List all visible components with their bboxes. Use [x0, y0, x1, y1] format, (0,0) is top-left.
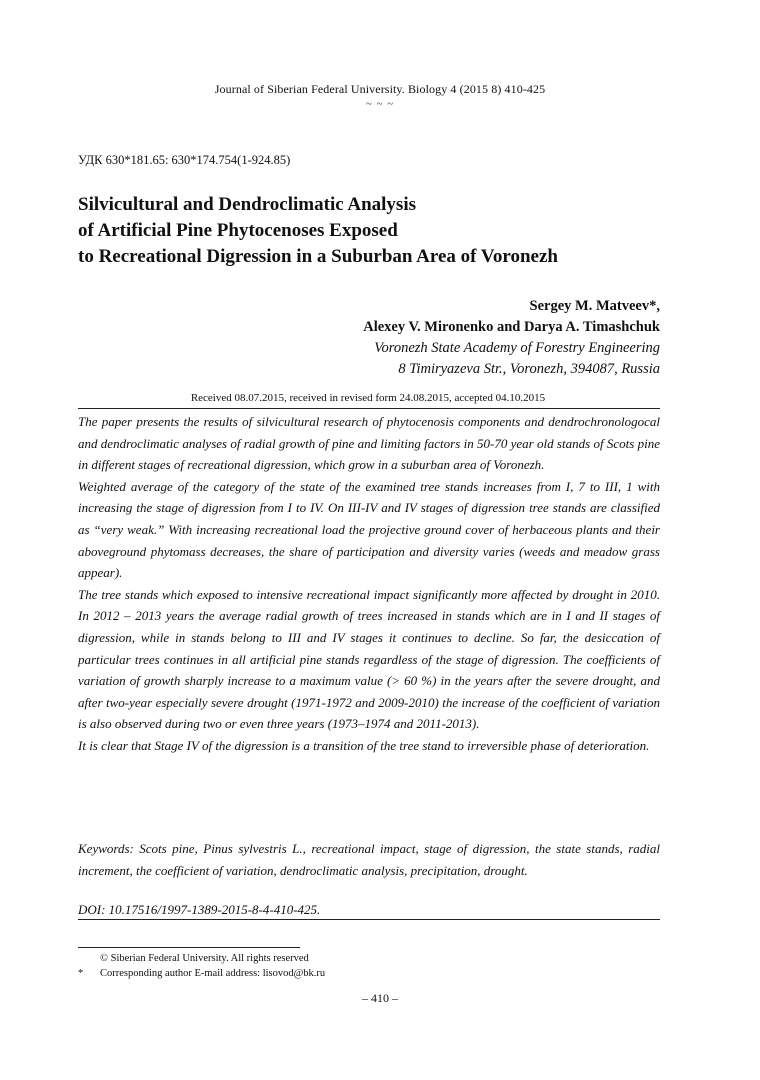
footnote-rule	[78, 947, 300, 948]
title-line-2: of Artificial Pine Phytocenoses Exposed	[78, 220, 398, 241]
title-line-3: to Recreational Digression in a Suburban Area of Voronezh	[78, 246, 558, 267]
footnote-corresponding-text: Corresponding author E-mail address: lisovod@bk.ru	[100, 968, 326, 979]
affiliation: Voronezh State Academy of Forestry Engineering	[374, 340, 660, 356]
abstract-top-rule	[78, 408, 660, 409]
footnote-copyright-text: © Siberian Federal University. All rights reserved	[100, 953, 309, 964]
paper-title	[78, 192, 678, 270]
abstract-paragraph-4: It is clear that Stage IV of the digression is a transition of the tree stand to irreversible phase of deterioration.	[78, 737, 650, 753]
received-dates: Received 08.07.2015, received in revised form 24.08.2015, accepted 04.10.2015	[190, 392, 546, 404]
author-line-1: Sergey M. Matveev*,	[529, 298, 660, 314]
page-number: – 410 –	[362, 991, 398, 1005]
author-line-2: Alexey V. Mironenko and Darya A. Timashchuk	[363, 319, 660, 335]
abstract-paragraph-3: The tree stands which exposed to intensive recreational impact significantly more affected by drought in 2010. In 2012 – 2013 years the average radial growth of trees increased in stands which are in I and II stages of digression, while in stands belong to III and IV stages it continues to decline. So far, the desiccation of particular trees continues in all artificial pine stands regardless of the stage of digression. The coefficients of variation of growth sharply increase to a maximum value (> 60 %) in the years after the severe drought, and after two-year especially severe drought (1971-1972 and 2009-2010) the increase of the coefficient of variation is also observed during two or even three years (1973–1974 and 2011-2013).	[78, 586, 660, 732]
doi: DOI: 10.17516/1997-1389-2015-8-4-410-425.	[78, 902, 321, 917]
author-block	[363, 296, 660, 380]
footnote-copyright	[78, 951, 325, 966]
udc-code: УДК 630*181.65: 630*174.754(1-924.85)	[78, 153, 291, 167]
journal-header: Journal of Siberian Federal University. Biology 4 (2015 8) 410-425	[214, 82, 546, 96]
abstract-bottom-rule	[78, 919, 660, 920]
footnotes	[78, 951, 325, 981]
footnote-asterisk: *	[78, 968, 84, 979]
abstract-paragraph-2: Weighted average of the category of the state of the examined tree stands increases from I, 7 to III, 1 with increasing the stage of digression from I to IV. On III-IV and IV stages of digression tree stands are classified as “very weak.” With increasing recreational load the projective ground cover of herbaceous plants and their aboveground phytomass decreases, the share of participation and diversity varies (weeds and meadow grass appear).	[78, 478, 660, 581]
abstract	[78, 411, 660, 757]
affiliation-address: 8 Timiryazeva Str., Voronezh, 394087, Russia	[398, 361, 660, 377]
header-ornament: ~ ~ ~	[365, 98, 395, 110]
footnote-corresponding	[78, 966, 325, 981]
keywords: Keywords: Scots pine, Pinus sylvestris L., recreational impact, stage of digression, the state stands, radial increment, the coefficient of variation, dendroclimatic analysis, precipitation, drought.	[78, 841, 660, 878]
abstract-paragraph-1: The paper presents the results of silvicultural research of phytocenosis components and dendrochronologocal and dendroclimatic analyses of radial growth of pine and limiting factors in 50-70 year old stands of Scots pine in different stages of recreational digression, which grow in a suburban area of Voronezh.	[78, 414, 660, 473]
title-line-1: Silvicultural and Dendroclimatic Analysis	[78, 194, 416, 215]
